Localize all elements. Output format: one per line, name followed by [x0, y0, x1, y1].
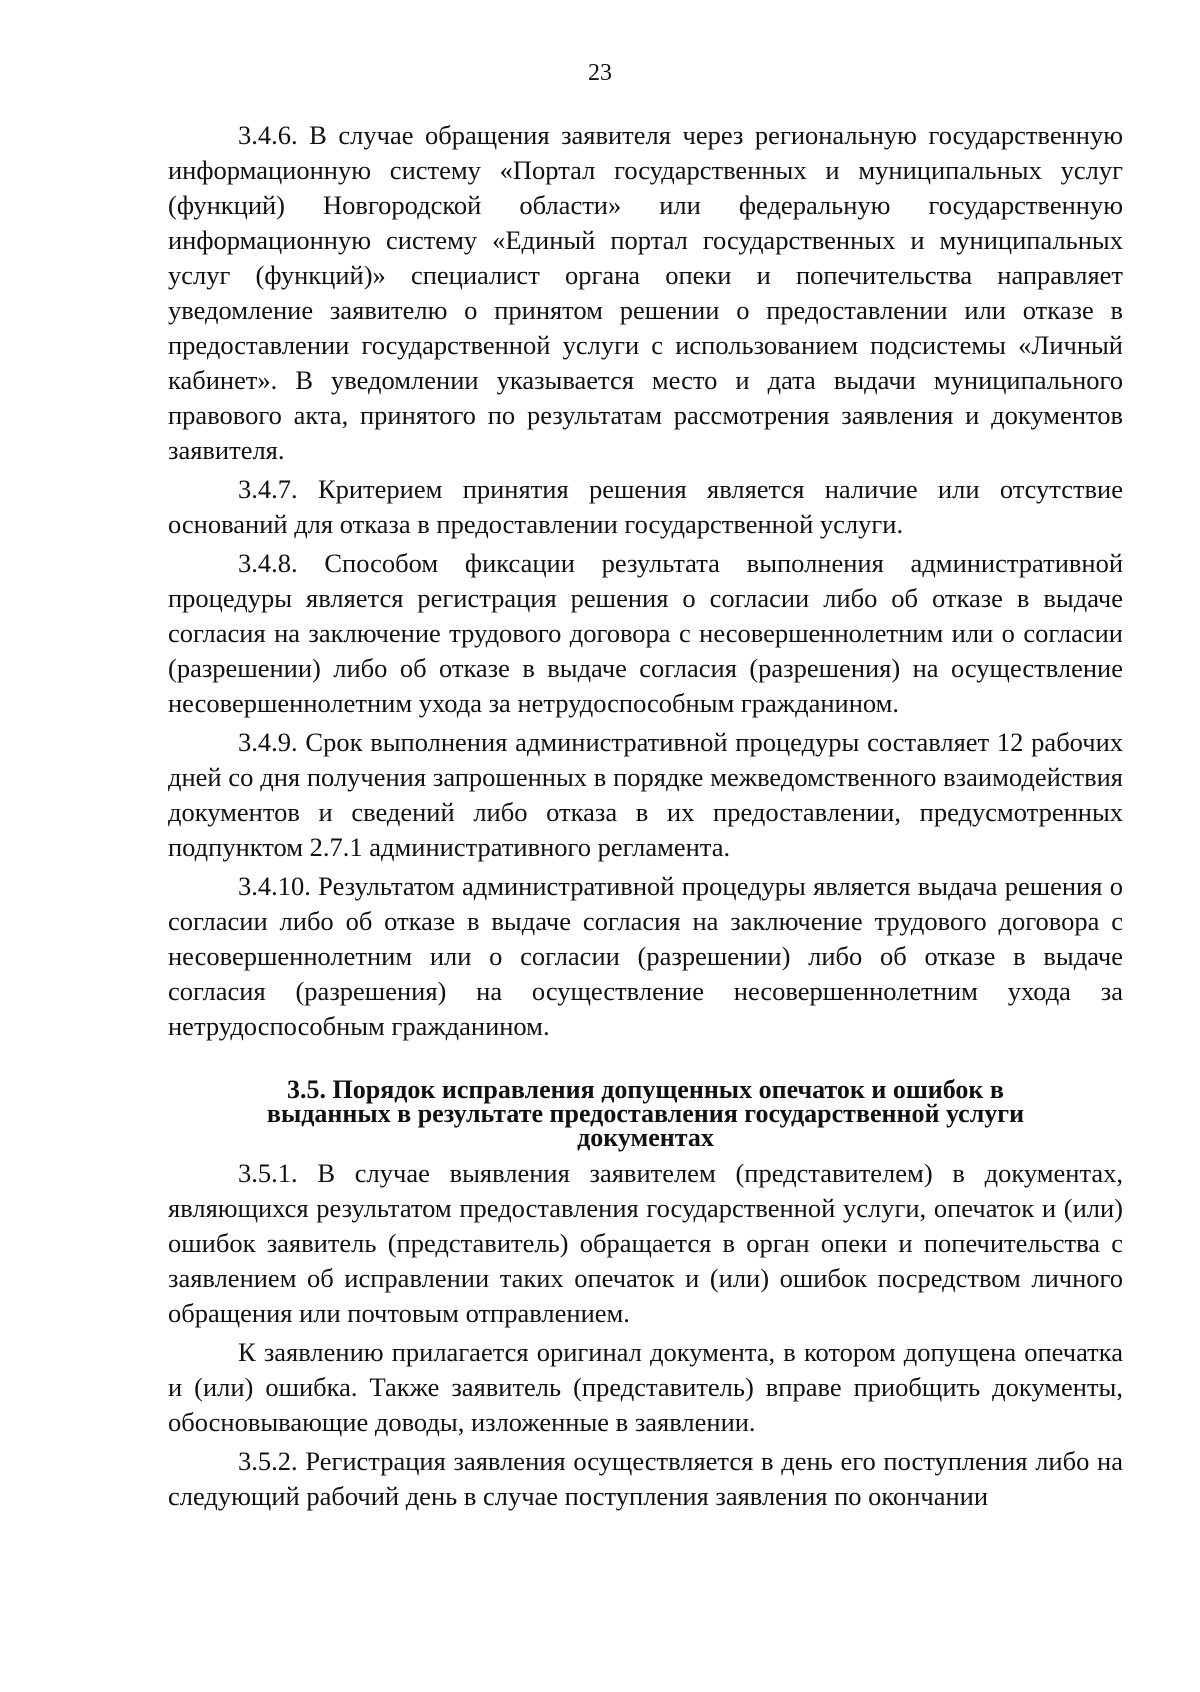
- paragraph-3-4-6: 3.4.6. В случае обращения заявителя через региональную государственную информационную систему «Портал государственных и муниципальных услуг (функций) Новгородской области» или федеральную государственную информационную систему «Единый портал государственных и муниципальных услуг (функций)» специалист органа опеки и попечительства направляет уведомление заявителю о принятом решении о предоставлении или отказе в предоставлении государственной услуги с использованием подсистемы «Личный кабинет». В уведомлении указывается место и дата выдачи муниципального правового акта, принятого по результатам рассмотрения заявления и документов заявителя.: [168, 120, 1123, 465]
- paragraph-3-4-7: 3.4.7. Критерием принятия решения является наличие или отсутствие оснований для отказа в предоставлении государственной услуги.: [168, 474, 1123, 539]
- paragraph-3-4-8: 3.4.8. Способом фиксации результата выполнения административной процедуры является регистрация решения о согласии либо об отказе в выдаче согласия на заключение трудового договора с несовершеннолетним или о согласии (разрешении) либо об отказе в выдаче согласия (разрешения) на осуществление несовершеннолетним ухода за нетрудоспособным гражданином.: [168, 548, 1123, 718]
- section-heading-3-5: [168, 1075, 1123, 1152]
- paragraph-3-5-1: 3.5.1. В случае выявления заявителем (представителем) в документах, являющихся результатом предоставления государственной услуги, опечаток и (или) ошибок заявитель (представитель) обращается в орган опеки и попечительства с заявлением об исправлении таких опечаток и (или) ошибок посредством личного обращения или почтовым отправлением.: [168, 1158, 1123, 1328]
- document-body: [168, 118, 1123, 1517]
- page-number: 23: [588, 60, 612, 86]
- section-heading-line-3: документах: [577, 1123, 714, 1152]
- paragraph-3-4-9: 3.4.9. Срок выполнения административной процедуры составляет 12 рабочих дней со дня получения запрошенных в порядке межведомственного взаимодействия документов и сведений либо отказа в их предоставлении, предусмотренных подпунктом 2.7.1 административного регламента.: [168, 727, 1123, 862]
- paragraph-3-5-2: 3.5.2. Регистрация заявления осуществляется в день его поступления либо на следующий рабочий день в случае поступления заявления по окончании: [168, 1446, 1123, 1511]
- paragraph-3-4-10: 3.4.10. Результатом административной процедуры является выдача решения о согласии либо об отказе в выдаче согласия на заключение трудового договора с несовершеннолетним или о согласии (разрешении) либо об отказе в выдаче согласия (разрешения) на осуществление несовершеннолетним ухода за нетрудоспособным гражданином.: [168, 871, 1123, 1041]
- paragraph-3-5-1-attachment: К заявлению прилагается оригинал документа, в котором допущена опечатка и (или) ошибка. Также заявитель (представитель) вправе приобщить документы, обосновывающие доводы, изложенные в заявлении.: [168, 1337, 1123, 1437]
- section-heading-line-2: выданных в результате предоставления государственной услуги: [266, 1099, 1025, 1128]
- section-heading-line-1: 3.5. Порядок исправления допущенных опечаток и ошибок в: [287, 1075, 1004, 1104]
